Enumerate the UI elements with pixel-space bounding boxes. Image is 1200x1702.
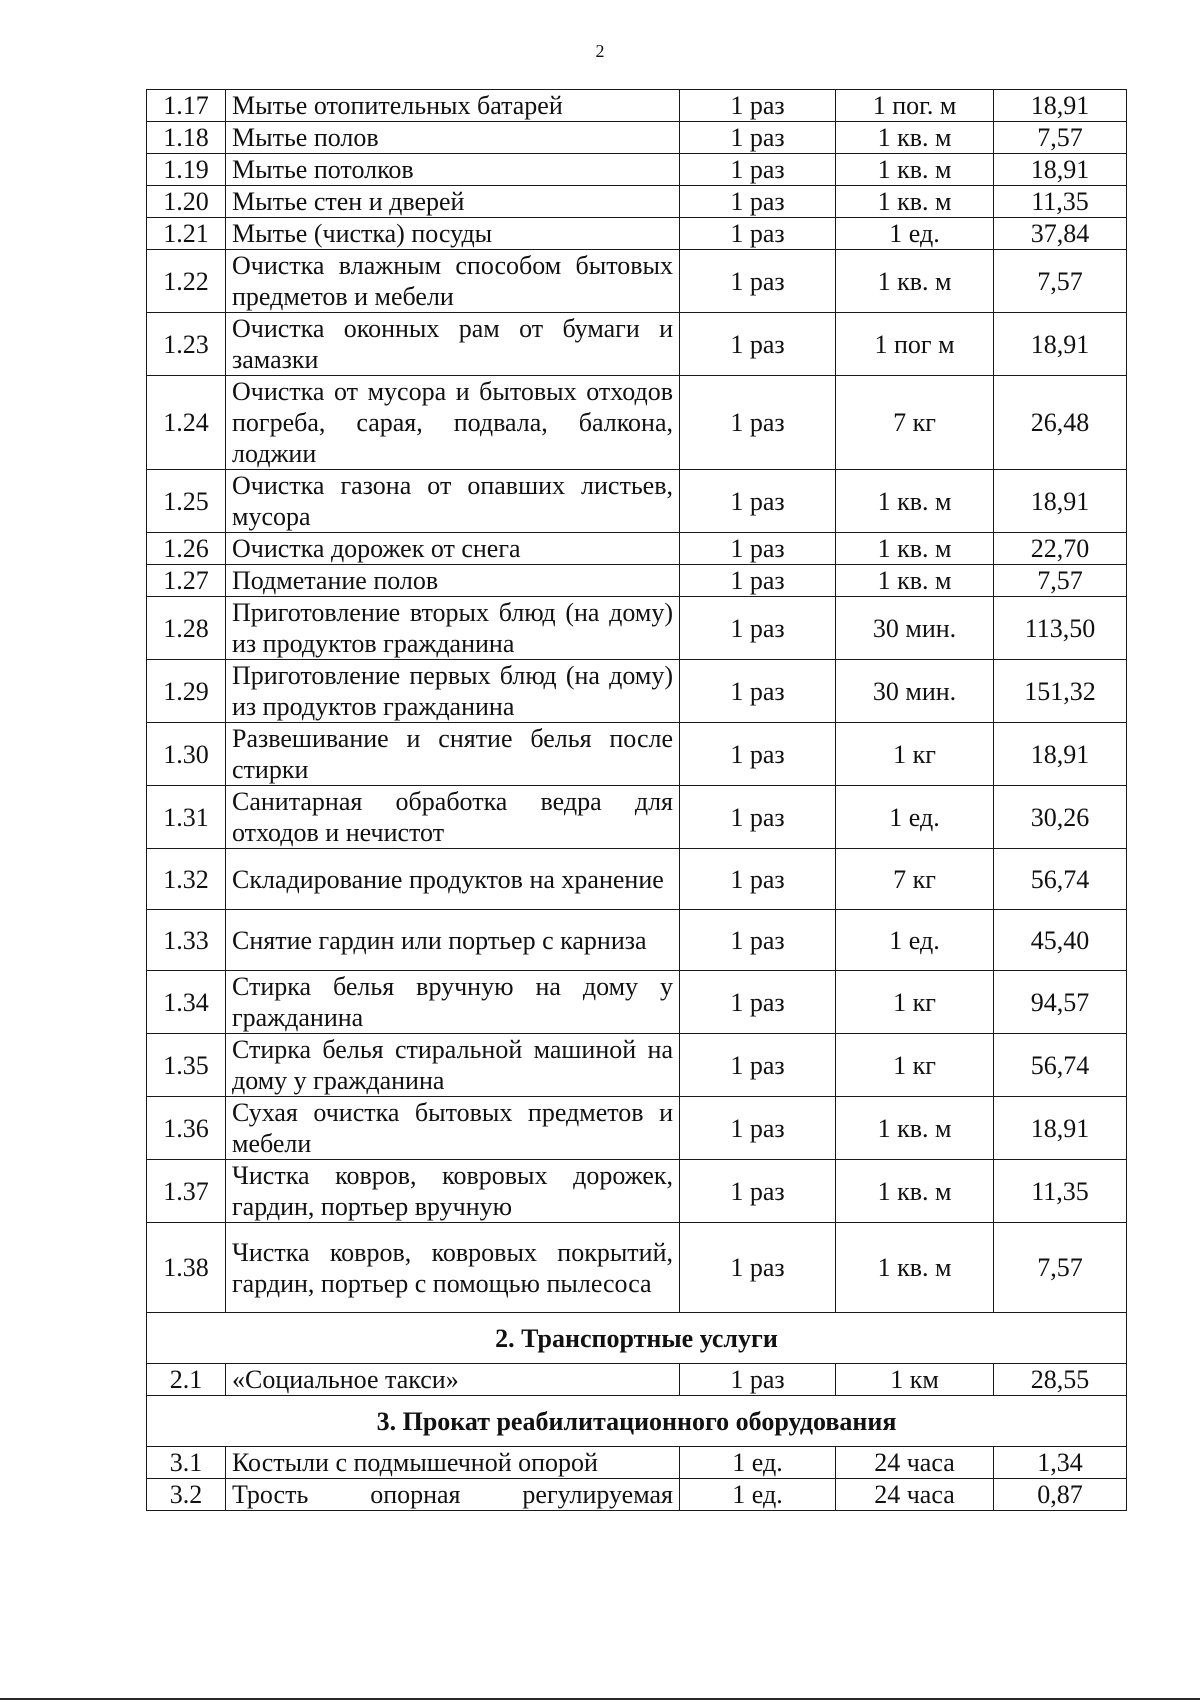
service-name: Очистка дорожек от снега <box>226 533 680 565</box>
item-number: 1.20 <box>147 186 226 218</box>
multiplicity: 1 раз <box>680 90 836 122</box>
unit-of-measure: 1 кв. м <box>836 470 994 533</box>
service-name: Очистка влажным способом бытовых предметов и мебели <box>226 250 680 313</box>
item-number: 1.31 <box>147 786 226 849</box>
price: 94,57 <box>994 971 1127 1034</box>
table-row <box>147 910 1127 971</box>
price: 11,35 <box>994 186 1127 218</box>
service-name: Очистка газона от опавших листьев, мусора <box>226 470 680 533</box>
table-row <box>147 971 1127 1034</box>
item-number: 1.32 <box>147 849 226 910</box>
service-name: Снятие гардин или портьер с карниза <box>226 910 680 971</box>
price: 11,35 <box>994 1160 1127 1223</box>
service-name: Развешивание и снятие белья после стирки <box>226 723 680 786</box>
multiplicity: 1 раз <box>680 1223 836 1313</box>
multiplicity: 1 раз <box>680 1097 836 1160</box>
table-row <box>147 1160 1127 1223</box>
item-number: 1.35 <box>147 1034 226 1097</box>
price: 7,57 <box>994 1223 1127 1313</box>
service-name: Мытье отопительных батарей <box>226 90 680 122</box>
unit-of-measure: 1 ед. <box>836 910 994 971</box>
multiplicity: 1 раз <box>680 218 836 250</box>
table-row <box>147 533 1127 565</box>
service-name: Приготовление вторых блюд (на дому) из продуктов гражданина <box>226 597 680 660</box>
unit-of-measure: 1 кг <box>836 971 994 1034</box>
item-number: 1.33 <box>147 910 226 971</box>
price: 18,91 <box>994 154 1127 186</box>
multiplicity: 1 раз <box>680 971 836 1034</box>
service-name: Санитарная обработка ведра для отходов и нечистот <box>226 786 680 849</box>
price: 28,55 <box>994 1364 1127 1396</box>
unit-of-measure: 1 ед. <box>836 218 994 250</box>
table-row <box>147 786 1127 849</box>
unit-of-measure: 1 кг <box>836 1034 994 1097</box>
unit-of-measure: 7 кг <box>836 849 994 910</box>
table-row <box>147 313 1127 376</box>
multiplicity: 1 раз <box>680 597 836 660</box>
item-number: 1.26 <box>147 533 226 565</box>
item-number: 1.24 <box>147 376 226 470</box>
unit-of-measure: 1 кв. м <box>836 186 994 218</box>
unit-of-measure: 30 мин. <box>836 660 994 723</box>
table-row <box>147 1447 1127 1479</box>
unit-of-measure: 1 пог м <box>836 313 994 376</box>
multiplicity: 1 раз <box>680 723 836 786</box>
item-number: 1.19 <box>147 154 226 186</box>
service-name: Трость опорная регулируемая <box>226 1479 680 1511</box>
service-name: «Социальное такси» <box>226 1364 680 1396</box>
multiplicity: 1 раз <box>680 786 836 849</box>
service-name: Складирование продуктов на хранение <box>226 849 680 910</box>
unit-of-measure: 1 ед. <box>836 786 994 849</box>
item-number: 3.1 <box>147 1447 226 1479</box>
unit-of-measure: 1 кв. м <box>836 250 994 313</box>
multiplicity: 1 раз <box>680 565 836 597</box>
service-name: Подметание полов <box>226 565 680 597</box>
service-name: Мытье потолков <box>226 154 680 186</box>
table-row <box>147 1223 1127 1313</box>
unit-of-measure: 1 кв. м <box>836 154 994 186</box>
unit-of-measure: 24 часа <box>836 1447 994 1479</box>
unit-of-measure: 1 кв. м <box>836 565 994 597</box>
multiplicity: 1 раз <box>680 122 836 154</box>
service-name: Стирка белья вручную на дому у гражданина <box>226 971 680 1034</box>
item-number: 1.22 <box>147 250 226 313</box>
table-row <box>147 122 1127 154</box>
item-number: 1.34 <box>147 971 226 1034</box>
table-row <box>147 154 1127 186</box>
table-row <box>147 565 1127 597</box>
item-number: 1.17 <box>147 90 226 122</box>
multiplicity: 1 раз <box>680 1034 836 1097</box>
unit-of-measure: 24 часа <box>836 1479 994 1511</box>
multiplicity: 1 раз <box>680 154 836 186</box>
service-name: Очистка оконных рам от бумаги и замазки <box>226 313 680 376</box>
price: 18,91 <box>994 1097 1127 1160</box>
price: 113,50 <box>994 597 1127 660</box>
price: 22,70 <box>994 533 1127 565</box>
section-header-row <box>147 1396 1127 1447</box>
price: 18,91 <box>994 313 1127 376</box>
multiplicity: 1 раз <box>680 376 836 470</box>
table-row <box>147 218 1127 250</box>
unit-of-measure: 7 кг <box>836 376 994 470</box>
unit-of-measure: 1 км <box>836 1364 994 1396</box>
item-number: 1.29 <box>147 660 226 723</box>
tariff-table <box>146 89 1127 1511</box>
unit-of-measure: 1 кв. м <box>836 533 994 565</box>
price: 26,48 <box>994 376 1127 470</box>
section-title: 3. Прокат реабилитационного оборудования <box>147 1396 1127 1447</box>
unit-of-measure: 1 кв. м <box>836 1223 994 1313</box>
item-number: 1.23 <box>147 313 226 376</box>
price: 18,91 <box>994 723 1127 786</box>
item-number: 1.25 <box>147 470 226 533</box>
unit-of-measure: 1 кв. м <box>836 122 994 154</box>
unit-of-measure: 1 кг <box>836 723 994 786</box>
tariff-table-body <box>147 90 1127 1511</box>
price: 7,57 <box>994 565 1127 597</box>
price: 7,57 <box>994 250 1127 313</box>
section-title: 2. Транспортные услуги <box>147 1313 1127 1364</box>
item-number: 1.38 <box>147 1223 226 1313</box>
unit-of-measure: 1 пог. м <box>836 90 994 122</box>
price: 151,32 <box>994 660 1127 723</box>
table-row <box>147 250 1127 313</box>
service-name: Костыли с подмышечной опорой <box>226 1447 680 1479</box>
table-row <box>147 90 1127 122</box>
multiplicity: 1 раз <box>680 1364 836 1396</box>
table-row <box>147 597 1127 660</box>
price: 37,84 <box>994 218 1127 250</box>
table-row <box>147 1364 1127 1396</box>
multiplicity: 1 ед. <box>680 1479 836 1511</box>
multiplicity: 1 раз <box>680 660 836 723</box>
multiplicity: 1 ед. <box>680 1447 836 1479</box>
service-name: Мытье стен и дверей <box>226 186 680 218</box>
table-row <box>147 1034 1127 1097</box>
table-row <box>147 660 1127 723</box>
service-name: Мытье (чистка) посуды <box>226 218 680 250</box>
table-row <box>147 849 1127 910</box>
price: 18,91 <box>994 470 1127 533</box>
bottom-rule <box>0 1698 1200 1700</box>
multiplicity: 1 раз <box>680 250 836 313</box>
item-number: 1.30 <box>147 723 226 786</box>
multiplicity: 1 раз <box>680 849 836 910</box>
service-name: Очистка от мусора и бытовых отходов погреба, сарая, подвала, балкона, лоджии <box>226 376 680 470</box>
table-row <box>147 186 1127 218</box>
price: 56,74 <box>994 849 1127 910</box>
item-number: 1.28 <box>147 597 226 660</box>
item-number: 1.18 <box>147 122 226 154</box>
section-header-row <box>147 1313 1127 1364</box>
price: 0,87 <box>994 1479 1127 1511</box>
service-name: Стирка белья стиральной машиной на дому у гражданина <box>226 1034 680 1097</box>
price: 30,26 <box>994 786 1127 849</box>
price: 7,57 <box>994 122 1127 154</box>
table-row <box>147 1479 1127 1511</box>
unit-of-measure: 30 мин. <box>836 597 994 660</box>
service-name: Чистка ковров, ковровых покрытий, гардин, портьер с помощью пылесоса <box>226 1223 680 1313</box>
service-name: Чистка ковров, ковровых дорожек, гардин, портьер вручную <box>226 1160 680 1223</box>
table-row <box>147 723 1127 786</box>
item-number: 1.27 <box>147 565 226 597</box>
unit-of-measure: 1 кв. м <box>836 1160 994 1223</box>
item-number: 2.1 <box>147 1364 226 1396</box>
service-name: Приготовление первых блюд (на дому) из продуктов гражданина <box>226 660 680 723</box>
service-name: Сухая очистка бытовых предметов и мебели <box>226 1097 680 1160</box>
multiplicity: 1 раз <box>680 186 836 218</box>
table-row <box>147 1097 1127 1160</box>
table-row <box>147 470 1127 533</box>
price: 56,74 <box>994 1034 1127 1097</box>
price: 18,91 <box>994 90 1127 122</box>
multiplicity: 1 раз <box>680 313 836 376</box>
service-name: Мытье полов <box>226 122 680 154</box>
item-number: 3.2 <box>147 1479 226 1511</box>
page-number: 2 <box>595 41 605 61</box>
unit-of-measure: 1 кв. м <box>836 1097 994 1160</box>
multiplicity: 1 раз <box>680 470 836 533</box>
item-number: 1.21 <box>147 218 226 250</box>
price: 45,40 <box>994 910 1127 971</box>
item-number: 1.37 <box>147 1160 226 1223</box>
price: 1,34 <box>994 1447 1127 1479</box>
multiplicity: 1 раз <box>680 1160 836 1223</box>
multiplicity: 1 раз <box>680 910 836 971</box>
item-number: 1.36 <box>147 1097 226 1160</box>
multiplicity: 1 раз <box>680 533 836 565</box>
table-row <box>147 376 1127 470</box>
